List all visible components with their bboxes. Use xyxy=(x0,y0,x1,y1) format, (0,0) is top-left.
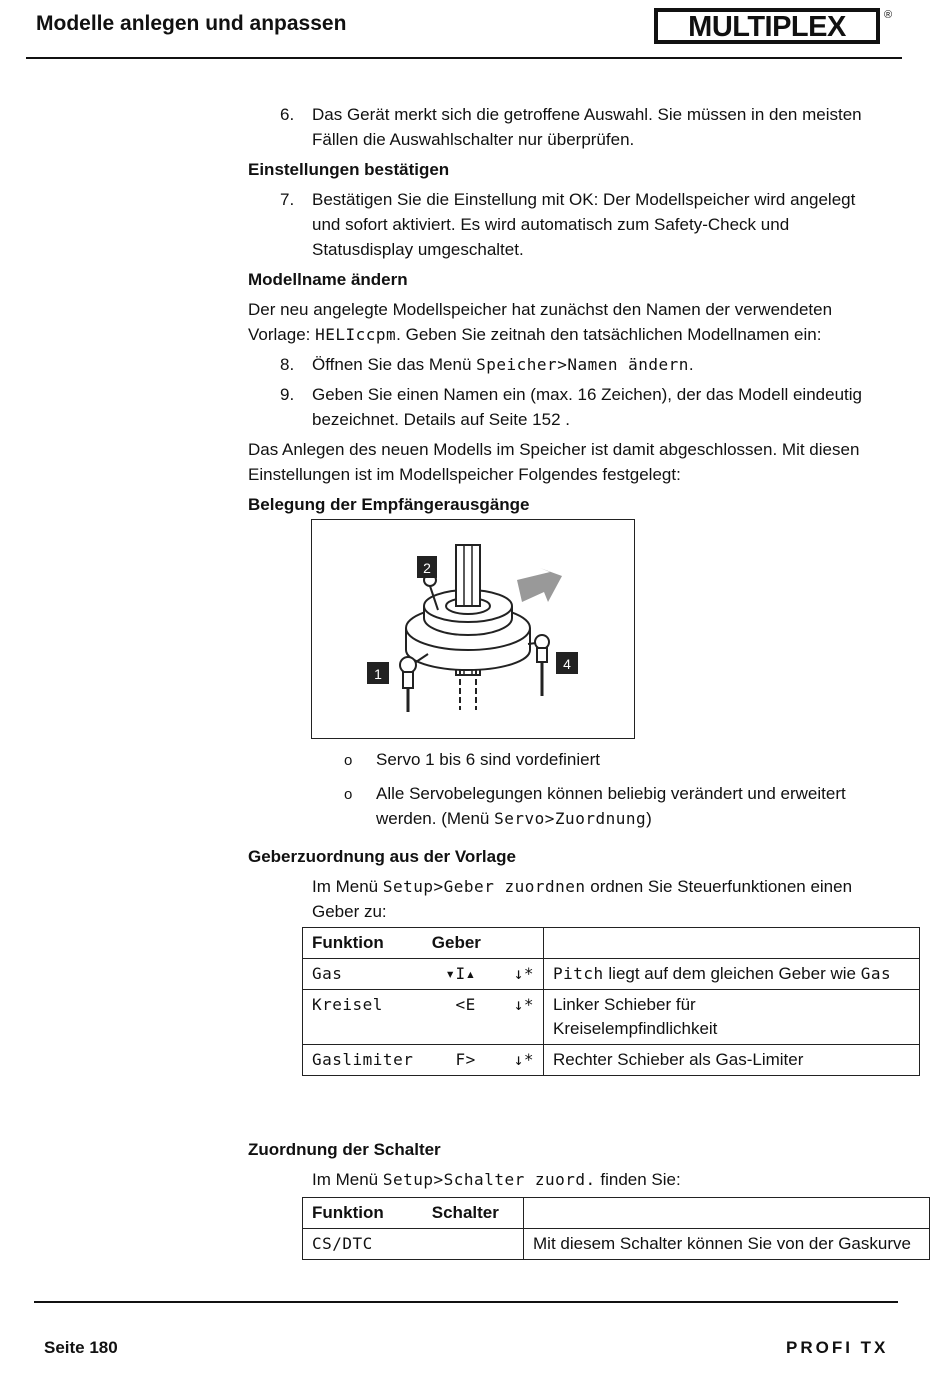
table-cell: CS/DTC xyxy=(303,1229,524,1260)
servo-label: 1 xyxy=(374,666,382,682)
bullet-text: Alle Servobelegungen können beliebig verändert und erweitert werden. (Menü Servo>Zuordnung) xyxy=(376,784,846,828)
switch-table xyxy=(302,1197,930,1260)
servo-label: 4 xyxy=(563,656,571,672)
table-cell: Gas ▾I▴ ↓* xyxy=(303,959,544,990)
registered-mark: ® xyxy=(884,9,892,21)
step-number: 7. xyxy=(280,190,295,209)
code-text: HELIccpm xyxy=(315,325,397,344)
step-number: 9. xyxy=(280,385,295,404)
paragraph: Der neu angelegte Modellspeicher hat zunächst den Namen der verwendeten Vorlage: HELIccpm. Geben Sie zeitnah den tatsächlichen Modellnamen ein: xyxy=(248,300,833,344)
table-header-cell xyxy=(524,1198,930,1229)
code-text: Servo>Zuordnung xyxy=(494,809,647,828)
table-row xyxy=(303,1045,920,1076)
page-title: Modelle anlegen und anpassen xyxy=(36,12,347,35)
code-text: Speicher>Namen ändern xyxy=(476,355,689,374)
section-heading: Geberzuordnung aus der Vorlage xyxy=(248,847,516,866)
swashplate-figure xyxy=(311,519,635,739)
header-rule xyxy=(26,57,902,59)
code-text: Setup>Geber zuordnen xyxy=(382,877,586,896)
table-cell: Pitch liegt auf dem gleichen Geber wie Gas xyxy=(544,959,920,990)
bullet-text: Servo 1 bis 6 sind vordefiniert xyxy=(376,750,600,769)
table-cell: Rechter Schieber als Gas-Limiter xyxy=(544,1045,920,1076)
step-text: Bestätigen Sie die Einstellung mit OK: Der Modellspeicher wird angelegt und sofort aktiviert. Es wird automatisch zum Safety-Check und Statusdisplay umgeschaltet. xyxy=(312,190,856,259)
bullet-marker-icon: o xyxy=(344,752,353,769)
brand-name: MULTIPLEX xyxy=(688,11,846,43)
footer-rule xyxy=(34,1301,898,1303)
table-header-cell: Funktion Geber xyxy=(303,928,544,959)
section-heading: Modellname ändern xyxy=(248,270,408,289)
table-cell: Gaslimiter F> ↓* xyxy=(303,1045,544,1076)
geber-table xyxy=(302,927,920,1076)
bullet-marker-icon: o xyxy=(344,786,353,803)
table-row xyxy=(303,1229,930,1260)
table-header-cell: Funktion Schalter xyxy=(303,1198,524,1229)
page-number: Seite 180 xyxy=(44,1338,118,1357)
table-header-row xyxy=(303,928,920,959)
table-header-row xyxy=(303,1198,930,1229)
paragraph: Das Anlegen des neuen Modells im Speicher ist damit abgeschlossen. Mit diesen Einstellungen ist im Modellspeicher Folgendes festgelegt: xyxy=(248,440,860,484)
step-number: 8. xyxy=(280,355,295,374)
table-cell: Mit diesem Schalter können Sie von der Gaskurve xyxy=(524,1229,930,1260)
code-text: Setup>Schalter zuord. xyxy=(382,1170,596,1189)
section-heading: Belegung der Empfängerausgänge xyxy=(248,495,530,514)
step-text: Öffnen Sie das Menü Speicher>Namen ändern. xyxy=(312,355,694,374)
table-row xyxy=(303,990,920,1045)
servo-label: 2 xyxy=(423,560,431,576)
table-header-cell xyxy=(544,928,920,959)
multiplex-logo xyxy=(652,4,892,48)
table-cell: Kreisel <E ↓* xyxy=(303,990,544,1045)
step-number: 6. xyxy=(280,105,295,124)
section-heading: Einstellungen bestätigen xyxy=(248,160,450,179)
step-text: Geben Sie einen Namen ein (max. 16 Zeichen), der das Modell eindeutig bezeichnet. Details auf Seite 152 . xyxy=(312,385,862,429)
step-text: Das Gerät merkt sich die getroffene Auswahl. Sie müssen in den meisten Fällen die Auswahlschalter nur überprüfen. xyxy=(312,105,862,149)
section-heading: Zuordnung der Schalter xyxy=(248,1140,441,1159)
paragraph: Im Menü Setup>Schalter zuord. finden Sie: xyxy=(312,1170,681,1189)
product-name: PROFI TX xyxy=(786,1338,889,1357)
table-cell: Linker Schieber für Kreiselempfindlichkeit xyxy=(544,990,920,1045)
paragraph: Im Menü Setup>Geber zuordnen ordnen Sie Steuerfunktionen einen Geber zu: xyxy=(312,877,853,921)
table-row xyxy=(303,959,920,990)
swashplate-illustration xyxy=(312,520,634,738)
